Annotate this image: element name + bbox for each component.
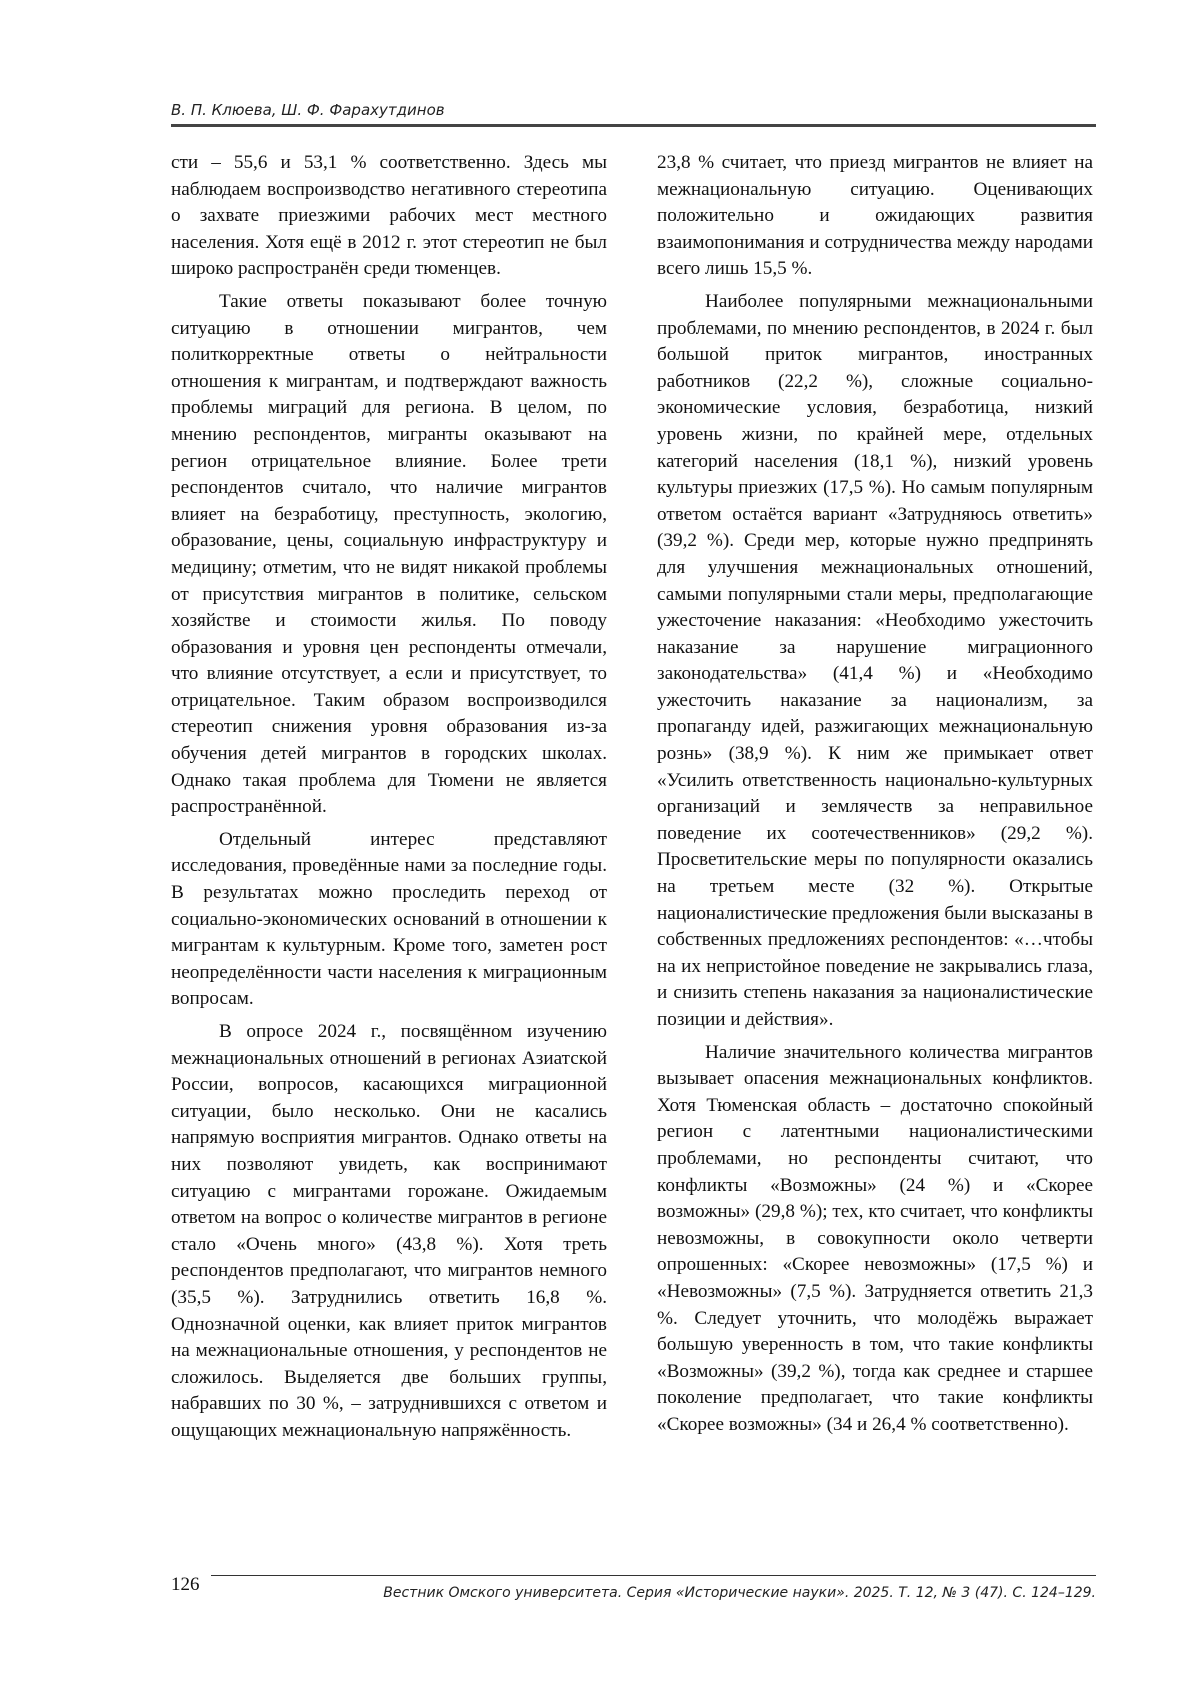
paragraph: Отдельный интерес представляют исследования, проведённые нами за последние годы. В результатах можно проследить переход от социально-экономических оснований в отношении к мигрантам к культурным. Кроме того, заметен рост неопределённости части населения к миграционным вопросам. <box>171 828 607 1010</box>
paragraph: Такие ответы показывают более точную ситуацию в отношении мигрантов, чем политкорректные ответы о нейтральности отношения к мигрантам, и подтверждают важность проблемы миграций для региона. В целом, по мнению респондентов, мигранты оказывают на регион отрицательное влияние. Более трети респондентов считало, что наличие мигрантов влияет на безработицу, преступность, экологию, образование, цены, социальную инфраструктуру и медицину; отметим, что не видят никакой проблемы от присутствия мигрантов в политике, сельском хозяйстве и стоимости жилья. По поводу образования и уровня цен респонденты отмечали, что влияние отсутствует, а если и присутствует, то отрицательное. Таким образом воспроизводился стереотип снижения уровня образования из-за обучения детей мигрантов в городских школах. Однако такая проблема для Тюмени не является распространённой. <box>171 290 607 818</box>
header-rule <box>171 124 1096 127</box>
right-column <box>657 150 1093 1445</box>
page-number: 126 <box>171 1574 200 1595</box>
paragraph: сти – 55,6 и 53,1 % соответственно. Здесь мы наблюдаем воспроизводство негативного стереотипа о захвате приезжими рабочих мест местного населения. Хотя ещё в 2012 г. этот стереотип не был широко распространён среди тюменцев. <box>171 152 607 280</box>
paragraph: 23,8 % считает, что приезд мигрантов не влияет на межнациональную ситуацию. Оценивающих положительно и ожидающих развития взаимопонимания и сотрудничества между народами всего лишь 15,5 %. <box>657 152 1093 280</box>
footer-rule <box>211 1575 1096 1576</box>
paragraph: Наиболее популярными межнациональными проблемами, по мнению респондентов, в 2024 г. был большой приток мигрантов, иностранных работников (22,2 %), сложные социально-экономические условия, безработица, низкий уровень жизни, по крайней мере, отдельных категорий населения (18,1 %), низкий уровень культуры приезжих (17,5 %). Но самым популярным ответом остаётся вариант «Затрудняюсь ответить» (39,2 %). Среди мер, которые нужно предпринять для улучшения межнациональных отношений, самыми популярными стали меры, предполагающие ужесточение наказания: «Необходимо ужесточить наказание за нарушение миграционного законодательства» (41,4 %) и «Необходимо ужесточить наказание за национализм, за пропаганду идей, разжигающих межнациональную рознь» (38,9 %). К ним же примыкает ответ «Усилить ответственность национально-культурных организаций и землячеств за неправильное поведение их соотечественников» (29,2 %). Просветительские меры по популярности оказались на третьем месте (32 %). Открытые националистические предложения были высказаны в собственных предложениях респондентов: «…чтобы на их непристойное поведение не закрывались глаза, и снизить степень наказания за националистические позиции и действия». <box>657 290 1093 1030</box>
running-head-authors: В. П. Клюева, Ш. Ф. Фарахутдинов <box>171 101 445 119</box>
paragraph: В опросе 2024 г., посвящённом изучению межнациональных отношений в регионах Азиатской России, вопросов, касающихся миграционной ситуации, было несколько. Они не касались напрямую восприятия мигрантов. Однако ответы на них позволяют увидеть, как воспринимают ситуацию с мигрантами горожане. Ожидаемым ответом на вопрос о количестве мигрантов в регионе стало «Очень много» (43,8 %). Хотя треть респондентов предполагают, что мигрантов немного (35,5 %). Затруднились ответить 16,8 %. Однозначной оценки, как влияет приток мигрантов на межнациональные отношения, у респондентов не сложилось. Выделяется две больших группы, набравших по 30 %, – затруднившихся с ответом и ощущающих межнациональную напряжённость. <box>171 1021 607 1441</box>
left-column <box>171 150 607 1451</box>
paragraph: Наличие значительного количества мигрантов вызывает опасения межнациональных конфликтов. Хотя Тюменская область – достаточно спокойный регион с латентными националистическими проблемами, но респонденты считают, что конфликты «Возможны» (24 %) и «Скорее возможны» (29,8 %); тех, кто считает, что конфликты невозможны, в совокупности около четверти опрошенных: «Скорее невозможны» (17,5 %) и «Невозможны» (7,5 %). Затрудняется ответить 21,3 %. Следует уточнить, что молодёжь выражает большую уверенность в том, что такие конфликты «Возможны» (39,2 %), тогда как среднее и старшее поколение предполагает, что такие конфликты «Скорее возможны» (34 и 26,4 % соответственно). <box>657 1041 1093 1435</box>
journal-citation: Вестник Омского университета. Серия «Исторические науки». 2025. Т. 12, № 3 (47). С. 124–129. <box>383 1585 1096 1601</box>
